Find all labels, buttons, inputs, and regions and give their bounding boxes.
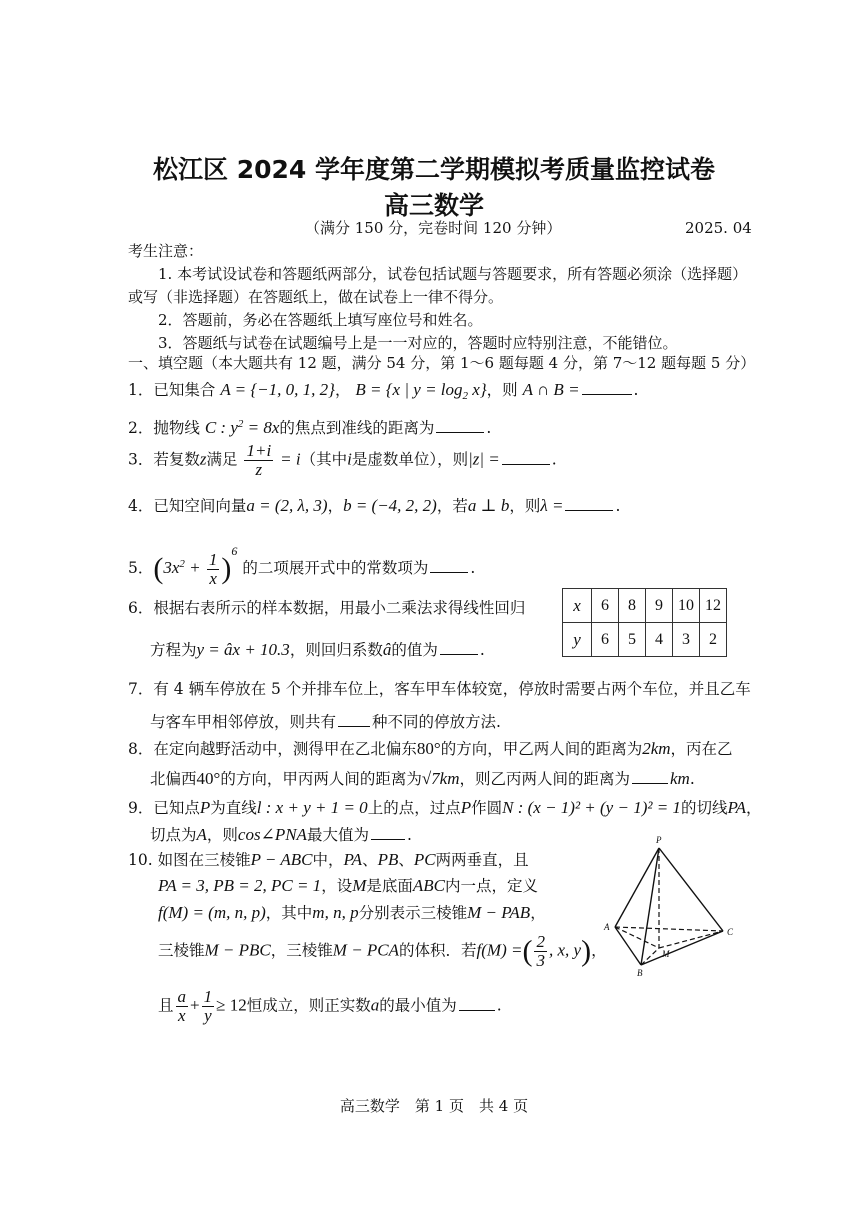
answer-blank[interactable] bbox=[338, 712, 370, 727]
regression-data-table bbox=[562, 588, 727, 657]
label-A: A bbox=[604, 922, 610, 932]
table-row: y 6 5 4 3 2 bbox=[563, 623, 727, 657]
answer-blank[interactable] bbox=[430, 558, 468, 573]
subject-title: 高三数学 bbox=[383, 191, 484, 220]
question-10-line5: 且 $\frac{a}{x}$ + $\frac{1}{y}$ ≥ 12恒成立，则正实数a的最小值为 . bbox=[158, 987, 502, 1025]
question-10: 10. 如图在三棱锥P − ABC中，PA、PB、PC两两垂直，且 bbox=[128, 850, 529, 869]
answer-blank[interactable] bbox=[440, 640, 478, 655]
triangular-pyramid-figure bbox=[595, 835, 745, 980]
answer-blank[interactable] bbox=[436, 418, 484, 433]
page-footer: 高三数学 第 1 页 共 4 页 bbox=[339, 1097, 529, 1115]
answer-blank[interactable] bbox=[502, 450, 550, 465]
notice-item-1-cont: 或写（非选择题）在答题纸上，做在试卷上一律不得分。 bbox=[128, 288, 504, 306]
question-6: 6．根据右表所示的样本数据，用最小二乘法求得线性回归 bbox=[128, 599, 526, 617]
question-9-cont: 切点为A，则cos∠PNA最大值为 . bbox=[150, 825, 412, 844]
notice-item-2: 2．答题前，务必在答题纸上填写座位号和姓名。 bbox=[158, 311, 483, 329]
label-M: M bbox=[662, 949, 670, 959]
question-6-cont: 方程为y = âx + 10.3，则回归系数â的值为 . bbox=[150, 640, 485, 659]
edge-PC bbox=[659, 848, 723, 931]
notice-item-1: 1. 本考试设试卷和答题纸两部分，试卷包括试题与答题要求，所有答题必须涂（选择题） bbox=[158, 265, 748, 283]
question-8: 8．在定向越野活动中，测得甲在乙北偏东80°的方向，甲乙两人间的距离为2km，丙在乙 bbox=[128, 739, 733, 758]
notice-item-3: 3．答题纸与试卷在试题编号上是一一对应的，答题时应特别注意，不能错位。 bbox=[158, 334, 678, 352]
label-B: B bbox=[637, 968, 643, 978]
question-1: 1．已知集合 A = {−1, 0, 1, 2}， B = {x | $y = \log_2 x$}，则 A ∩ B = . bbox=[128, 380, 639, 403]
question-8-cont: 北偏西40°的方向，甲丙两人间的距离为√7km，则乙丙两人间的距离为 km. bbox=[150, 769, 695, 788]
answer-blank[interactable] bbox=[459, 996, 495, 1011]
label-C: C bbox=[727, 927, 734, 937]
question-2: 2．抛物线 C : $y^2 = 8x$的焦点到准线的距离为 . bbox=[128, 418, 492, 438]
answer-blank[interactable] bbox=[582, 380, 632, 395]
page-title: 松江区 2024 学年度第二学期模拟考质量监控试卷 bbox=[153, 155, 715, 184]
edge-AB bbox=[615, 927, 641, 965]
exam-date: 2025. 04 bbox=[685, 219, 752, 237]
question-10-line4: 三棱锥M − PBC，三棱锥M − PCA的体积．若f(M) =( $\frac{2}{3}$ , x, y)， bbox=[158, 932, 607, 970]
edge-BC bbox=[641, 931, 723, 965]
question-7: 7．有 4 辆车停放在 5 个并排车位上，客车甲车体较宽，停放时需要占两个车位，并且乙车 bbox=[128, 680, 751, 698]
notice-heading: 考生注意： bbox=[128, 242, 204, 260]
exam-info: （满分 150 分，完卷时间 120 分钟） bbox=[305, 219, 562, 237]
question-10-line2: PA = 3, PB = 2, PC = 1，设M是底面ABC内一点，定义 bbox=[158, 876, 539, 895]
question-10-line3: f(M) = (m, n, p)，其中m, n, p分别表示三棱锥M − PAB， bbox=[158, 903, 546, 922]
section-heading: 一、填空题（本大题共有 12 题，满分 54 分，第 1～6 题每题 4 分，第 7～12 题每题 5 分） bbox=[128, 354, 756, 372]
question-5: 5．($3x^2$ + $\frac{1}{x}$ )$^6$ 的二项展开式中的常数项为 . bbox=[128, 544, 476, 588]
answer-blank[interactable] bbox=[565, 496, 613, 511]
table-row: x 6 8 9 10 12 bbox=[563, 589, 727, 623]
answer-blank[interactable] bbox=[632, 769, 668, 784]
question-4: 4．已知空间向量a = (2, λ, 3)，b = (−4, 2, 2)，若a ⊥ b，则λ = . bbox=[128, 496, 621, 515]
segment-CM bbox=[659, 931, 723, 948]
label-P: P bbox=[656, 835, 662, 845]
question-3: 3．若复数z满足 $\frac{1+i}{z}$ = i（其中i是虚数单位），则|z| = . bbox=[128, 441, 557, 479]
answer-blank[interactable] bbox=[371, 825, 405, 840]
question-9: 9．已知点P为直线l : x + y + 1 = 0上的点，过点P作圆N : (x − 1)² + (y − 1)² = 1的切线PA， bbox=[128, 798, 762, 817]
edge-AC bbox=[615, 927, 723, 931]
question-7-cont: 与客车甲相邻停放，则共有 种不同的停放方法. bbox=[150, 713, 501, 731]
